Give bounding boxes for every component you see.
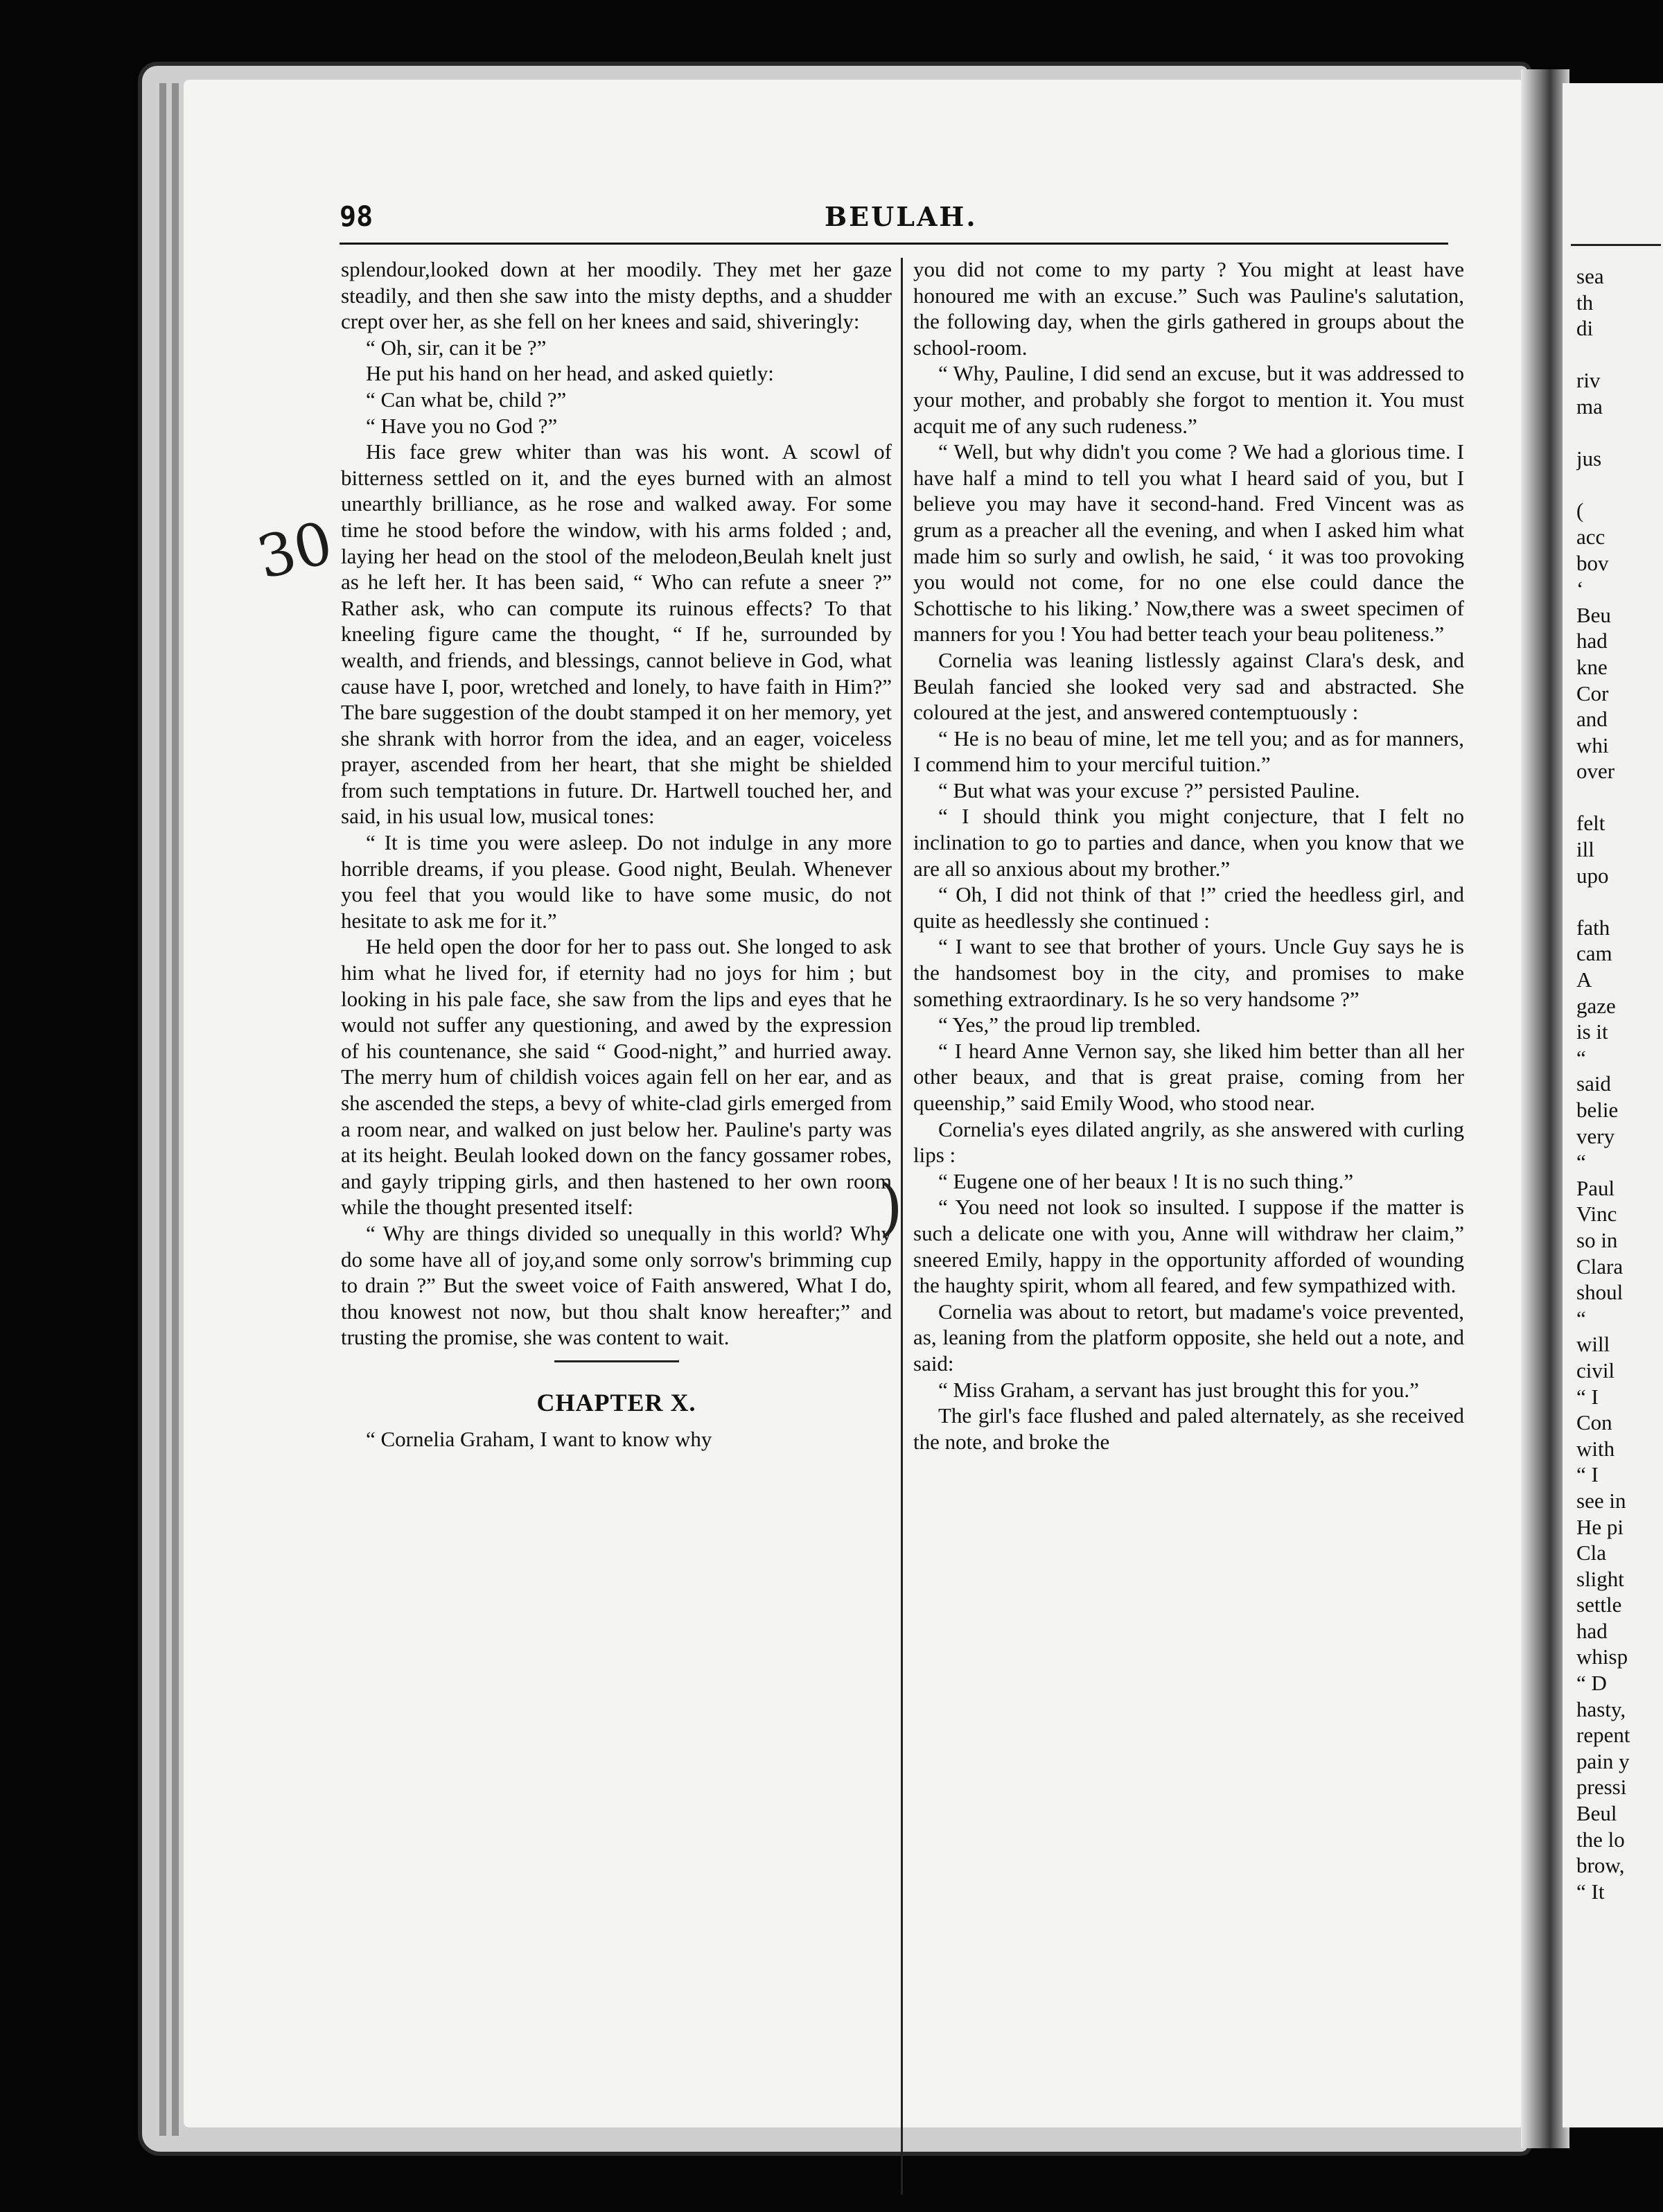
paragraph: “ Can what be, child ?” — [366, 387, 567, 412]
page-edge-stack — [172, 83, 179, 2136]
facing-page-line-fragment — [1576, 420, 1663, 446]
facing-page-line-fragment: very — [1576, 1123, 1615, 1148]
facing-page-line-fragment: jus — [1576, 446, 1602, 471]
facing-page-line-fragment: had — [1576, 1618, 1608, 1643]
paragraph: “ Oh, sir, can it be ?” — [366, 335, 547, 360]
page-edge-stack — [159, 83, 166, 2136]
paragraph: “ I want to see that brother of yours. Uncle Guy says he is the handsomest boy in the city, and promises to make something extraordinary. Is he so very handsome ?” — [913, 934, 1464, 1011]
facing-page-line-fragment: Vinc — [1576, 1202, 1617, 1227]
facing-page-line-fragment: Clara — [1576, 1254, 1624, 1279]
facing-page-header-rule — [1571, 244, 1661, 246]
paragraph: Cornelia was about to retort, but madame's voice prevented, as, leaning from the platform opposite, she held out a note, and said: — [913, 1299, 1464, 1376]
paragraph: He put his hand on her head, and asked quietly: — [366, 361, 774, 386]
facing-page-line-fragment: di — [1576, 316, 1594, 341]
paragraph: Cornelia was leaning listlessly against Clara's desk, and Beulah fancied she looked very sad and abstracted. She coloured at the jest, and answered contemptuously : — [913, 647, 1464, 725]
facing-page-line-fragment: fath — [1576, 915, 1610, 940]
facing-page-line-fragment: upo — [1576, 863, 1609, 888]
facing-page-line-fragment: Con — [1576, 1410, 1612, 1435]
running-head: BEULAH. — [825, 201, 978, 232]
paragraph: “ But what was your excuse ?” persisted Pauline. — [938, 778, 1360, 802]
facing-page-line-fragment: Cor — [1576, 681, 1609, 705]
paragraph: you did not come to my party ? You might at least have honoured me with an excuse.” Such was Pauline's salutation, the following day, when the girls gathered in groups about the school-room. — [913, 257, 1464, 360]
facing-page-line-fragment: cam — [1576, 941, 1612, 966]
page-header — [340, 201, 1448, 245]
paragraph: “ Oh, I did not think of that !” cried the heedless girl, and quite as heedlessly she continued : — [913, 882, 1464, 933]
facing-page-line-fragment: ‘ — [1576, 577, 1584, 602]
paragraph: “ Why, Pauline, I did send an excuse, but it was addressed to your mother, and probably she forgot to mention it. You must acquit me of any such rudeness.” — [913, 361, 1464, 438]
paragraph: He held open the door for her to pass out. She longed to ask him what he lived for, if eternity had no joys for him ; but looking in his pale face, she saw from the lips and eyes that he would not suffer any questioning, and awed by the expression of his countenance, she said “ Good-night,” and hurried away. The merry hum of childish voices again fell on her ear, and as she ascended the steps, a bevy of white-clad girls emerged from a room near, and walked on just below her. Pauline's party was at its height. Beulah looked down on the fancy gossamer robes, and gayly tripping girls, and then hastened to her own room while the thought presented itself: — [341, 934, 892, 1220]
facing-page-line-fragment: slight — [1576, 1566, 1624, 1591]
paragraph: splendour,looked down at her moodily. They met her gaze steadily, and then she saw into the misty depths, and a shudder crept over her, as she fell on her knees and said, shiveringly: — [341, 257, 892, 334]
facing-page-line-fragment: brow, — [1576, 1853, 1625, 1878]
facing-page-line-fragment: hasty, — [1576, 1696, 1626, 1721]
paragraph: “ Well, but why didn't you come ? We had a glorious time. I have half a mind to tell you what I heard said of you, but I believe you may have it second-hand. Fred Vincent was as grum as a preacher all the evening, and when I asked him what made him so surly and owlish, he said, ‘ it was too provoking you would not come, for no one else could dance the Schottische to his liking.’ Now,there was a sweet specimen of manners for you ! You had better teach your beau politeness.” — [913, 439, 1464, 647]
handwritten-annotation: 30 — [250, 508, 340, 592]
facing-page-line-fragment: riv — [1576, 368, 1601, 393]
facing-page-line-fragment: He pi — [1576, 1514, 1624, 1539]
facing-page-line-fragment: see in — [1576, 1488, 1626, 1513]
facing-page-line-fragment: “ I — [1576, 1384, 1599, 1409]
facing-page-line-fragment: Cla — [1576, 1540, 1607, 1565]
facing-page-line-fragment: civil — [1576, 1358, 1615, 1382]
paragraph: The girl's face flushed and paled alternately, as she received the note, and broke the — [913, 1403, 1464, 1454]
paragraph: “ He is no beau of mine, let me tell you; and as for manners, I commend him to your merciful tuition.” — [913, 726, 1464, 777]
facing-page-fragments — [1576, 263, 1663, 1904]
facing-page-line-fragment: said — [1576, 1071, 1611, 1096]
facing-page-line-fragment: whi — [1576, 732, 1609, 757]
facing-page-line-fragment: “ — [1576, 1306, 1586, 1331]
facing-page-line-fragment: over — [1576, 759, 1615, 784]
paragraph: Cornelia's eyes dilated angrily, as she answered with curling lips : — [913, 1116, 1464, 1168]
facing-page-line-fragment: settle — [1576, 1592, 1622, 1617]
facing-page-line-fragment: is it — [1576, 1019, 1608, 1044]
facing-page-line-fragment: th — [1576, 290, 1594, 315]
facing-page-line-fragment: so in — [1576, 1227, 1618, 1252]
facing-page-line-fragment: the lo — [1576, 1827, 1625, 1852]
facing-page-line-fragment — [1576, 888, 1663, 915]
chapter-heading: CHAPTER X. — [536, 1388, 696, 1416]
facing-page-line-fragment: Beul — [1576, 1801, 1617, 1826]
book-page-right-partial — [1563, 83, 1663, 2127]
facing-page-line-fragment: pressi — [1576, 1775, 1627, 1800]
chapter-opening-line: “ Cornelia Graham, I want to know why — [366, 1426, 712, 1451]
paragraph: “ Miss Graham, a servant has just brought this for you.” — [938, 1377, 1419, 1402]
chapter-rule — [554, 1360, 679, 1362]
facing-page-line-fragment: Beu — [1576, 602, 1611, 627]
facing-page-line-fragment: A — [1576, 967, 1592, 992]
facing-page-line-fragment: “ D — [1576, 1671, 1607, 1696]
paragraph: “ Eugene one of her beaux ! It is no such thing.” — [938, 1168, 1354, 1193]
facing-page-line-fragment: ( — [1576, 498, 1584, 523]
page-number: 98 — [340, 201, 373, 233]
facing-page-line-fragment: ill — [1576, 837, 1594, 862]
facing-page-line-fragment: whisp — [1576, 1644, 1628, 1669]
facing-page-line-fragment: gaze — [1576, 993, 1616, 1018]
paragraph: “ Why are things divided so unequally in this world? Why do some have all of joy,and some only sorrow's brimming cup to drain ?” But the sweet voice of Faith answered, What I do, thou knowest not now, but thou shalt know hereafter;” and trusting the promise, she was content to wait. — [341, 1220, 892, 1350]
facing-page-line-fragment: repent — [1576, 1723, 1630, 1748]
facing-page-line-fragment: “ — [1576, 1045, 1586, 1070]
facing-page-line-fragment: will — [1576, 1332, 1610, 1357]
facing-page-line-fragment: “ — [1576, 1150, 1586, 1175]
paragraph: “ Yes,” the proud lip trembled. — [938, 1012, 1201, 1037]
facing-page-line-fragment — [1576, 784, 1663, 811]
paragraph: “ Have you no God ?” — [366, 413, 558, 438]
facing-page-line-fragment — [1576, 472, 1663, 498]
text-column-left — [341, 256, 892, 1452]
facing-page-line-fragment: had — [1576, 629, 1608, 653]
facing-page-line-fragment: sea — [1576, 264, 1604, 288]
facing-page-line-fragment: “ It — [1576, 1879, 1605, 1904]
facing-page-line-fragment: kne — [1576, 654, 1608, 679]
paragraph: His face grew whiter than was his wont. A scowl of bitterness settled on it, and the eyes burned with an almost unearthly brilliance, as he rose and walked away. For some time he stood before the window, with his arms folded ; and, laying her head on the stool of the melodeon,Beulah knelt just as he left her. It has been said, “ Who can refute a sneer ?” Rather ask, who can compute its ruinous effects? To that kneeling figure came the thought, “ If he, surrounded by wealth, and friends, and blessings, cannot believe in God, what cause have I, poor, wretched and lonely, to have faith in Him?” The bare suggestion of the doubt stamped it on her memory, yet she shrank with horror from the idea, and an eager, voiceless prayer, ascended from her heart, that she might be shielded from such temptations in future. Dr. Hartwell touched her, and said, in his usual low, musical tones: — [341, 439, 892, 829]
facing-page-line-fragment: bov — [1576, 550, 1609, 575]
facing-page-line-fragment: belie — [1576, 1098, 1619, 1122]
paragraph: “ I should think you might conjecture, that I felt no inclination to go to parties and dance, when you know that we are all so anxious about my brother.” — [913, 804, 1464, 881]
facing-page-line-fragment — [1576, 342, 1663, 368]
facing-page-line-fragment: pain y — [1576, 1748, 1630, 1773]
text-column-right — [913, 256, 1464, 1455]
facing-page-line-fragment: shoul — [1576, 1280, 1624, 1305]
paragraph: “ You need not look so insulted. I suppose if the matter is such a delicate one with you, Anne will withdraw her claim,” sneered Emily, happy in the opportunity afforded of wounding the haughty spirit, whom all feared, and few sympathized with. — [913, 1195, 1464, 1298]
facing-page-line-fragment: Paul — [1576, 1175, 1615, 1200]
facing-page-line-fragment: with — [1576, 1436, 1615, 1461]
facing-page-line-fragment: ma — [1576, 394, 1603, 419]
facing-page-line-fragment: acc — [1576, 524, 1605, 549]
facing-page-line-fragment: felt — [1576, 811, 1605, 836]
paragraph: “ It is time you were asleep. Do not indulge in any more horrible dreams, if you please. Good night, Beulah. Whenever you feel that you would like to have some music, do not hesitate to ask me for it.” — [341, 830, 892, 933]
paragraph: “ I heard Anne Vernon say, she liked him better than all her other beaux, and that is great praise, coming from her queenship,” said Emily Wood, who stood near. — [913, 1038, 1464, 1115]
facing-page-line-fragment: “ I — [1576, 1462, 1599, 1487]
facing-page-line-fragment: and — [1576, 707, 1608, 732]
handwritten-bracket: ) — [879, 1171, 904, 1244]
